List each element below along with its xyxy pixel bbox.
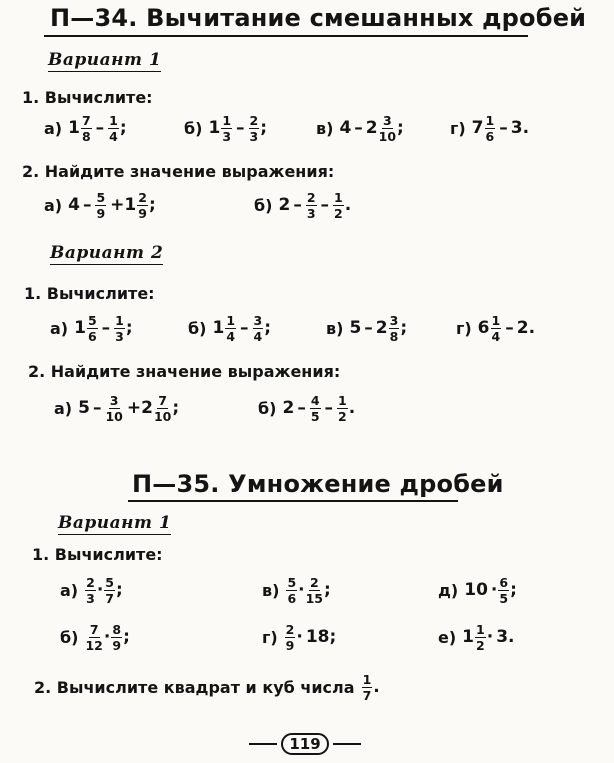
expr-p34-v1-1b: б) 1 $\frac{1}{3}$ – $\frac{2}{3}$ ; (184, 112, 268, 144)
task-heading-p34-v2-2: 2. Найдите значение выражения: (28, 362, 341, 381)
expr-p34-v2-1v: в) 5 – 2 $\frac{3}{8}$ ; (326, 312, 408, 344)
expr-p34-v2-1a: а) 1 $\frac{5}{6}$ – $\frac{1}{3}$ ; (50, 312, 133, 344)
fraction: $\frac{5}{9}$ (96, 189, 106, 221)
fraction: $\frac{2}{9}$ (138, 189, 147, 221)
fraction: $\frac{8}{9}$ (112, 621, 122, 653)
variant-heading-p35-v1: Вариант 1 (58, 513, 172, 533)
variant-heading-p34-v2: Вариант 2 (50, 243, 164, 263)
expr-p35-v1-1g: г) $\frac{2}{9}$ · 18 ; (262, 621, 337, 653)
fraction: $\frac{1}{7}$ (362, 671, 372, 703)
title-underline-p35 (128, 500, 458, 502)
fraction: $\frac{1}{4}$ (491, 312, 501, 344)
section-title-p34: П—34. Вычитание смешанных дробей (50, 4, 587, 32)
fraction: $\frac{1}{3}$ (222, 112, 232, 144)
expr-p34-v2-2a: а) 5 – $\frac{3}{10}$ + 2 $\frac{7}{10}$ ; (54, 392, 180, 424)
task-heading-p35-v1-1: 1. Вычислите: (32, 545, 163, 564)
fraction: $\frac{1}{2}$ (334, 189, 343, 221)
fraction: $\frac{2}{3}$ (249, 112, 259, 144)
expr-p34-v1-1g: г) 7 $\frac{1}{6}$ – 3 . (450, 112, 530, 144)
expr-p35-v1-1e: е) 1 $\frac{1}{2}$ · 3 . (438, 621, 515, 653)
expr-p34-v1-1a: а) 1 $\frac{7}{8}$ – $\frac{1}{4}$ ; (44, 112, 127, 144)
fraction: $\frac{2}{15}$ (305, 574, 324, 606)
fraction: $\frac{5}{7}$ (105, 574, 114, 606)
section-title-p35: П—35. Умножение дробей (132, 470, 504, 498)
fraction: $\frac{1}{6}$ (485, 112, 495, 144)
variant-heading-p34-v1: Вариант 1 (48, 50, 162, 70)
task-heading-p34-v1-1: 1. Вычислите: (22, 88, 153, 107)
fraction: $\frac{1}{4}$ (109, 112, 118, 144)
page-number: 119 (240, 732, 370, 756)
fraction: $\frac{5}{6}$ (87, 312, 97, 344)
fraction: $\frac{3}{10}$ (105, 392, 123, 424)
fraction: $\frac{3}{8}$ (389, 312, 399, 344)
fraction: $\frac{1}{2}$ (476, 621, 485, 653)
fraction: $\frac{5}{6}$ (287, 574, 297, 606)
fraction: $\frac{7}{8}$ (81, 112, 91, 144)
fraction: $\frac{1}{2}$ (338, 392, 347, 424)
expr-p34-v1-1v: в) 4 – 2 $\frac{3}{10}$ ; (316, 112, 404, 144)
task-heading-p34-v2-1: 1. Вычислите: (24, 284, 155, 303)
expr-p34-v1-2a: а) 4 – $\frac{5}{9}$ + 1 $\frac{2}{9}$ ; (44, 189, 156, 221)
title-underline-p34 (44, 35, 528, 37)
fraction: $\frac{2}{3}$ (306, 189, 316, 221)
fraction: $\frac{4}{5}$ (310, 392, 320, 424)
expr-p34-v2-1g: г) 6 $\frac{1}{4}$ – 2 . (456, 312, 536, 344)
expr-p35-v1-1b: б) $\frac{7}{12}$ · $\frac{8}{9}$ ; (60, 621, 130, 653)
expr-p34-v2-1b: б) 1 $\frac{1}{4}$ – $\frac{3}{4}$ ; (188, 312, 272, 344)
expr-p34-v2-2b: б) 2 – $\frac{4}{5}$ – $\frac{1}{2}$ . (258, 392, 356, 424)
fraction: $\frac{6}{5}$ (499, 574, 509, 606)
fraction: $\frac{2}{3}$ (86, 574, 95, 606)
fraction: $\frac{7}{10}$ (153, 392, 172, 424)
fraction: $\frac{2}{9}$ (285, 621, 295, 653)
task-heading-p35-v1-2: 2. Вычислите квадрат и куб числа $\frac{1}{7}$ . (34, 671, 380, 703)
fraction: $\frac{3}{10}$ (378, 112, 397, 144)
expr-p35-v1-1d: д) 10 · $\frac{6}{5}$ ; (438, 574, 517, 606)
expr-p34-v1-2b: б) 2 – $\frac{2}{3}$ – $\frac{1}{2}$ . (254, 189, 352, 221)
task-heading-p34-v1-2: 2. Найдите значение выражения: (22, 162, 335, 181)
fraction: $\frac{3}{4}$ (253, 312, 263, 344)
fraction: $\frac{7}{12}$ (85, 621, 103, 653)
expr-p35-v1-1a: а) $\frac{2}{3}$ · $\frac{5}{7}$ ; (60, 574, 123, 606)
fraction: $\frac{1}{3}$ (115, 312, 124, 344)
expr-p35-v1-1v: в) $\frac{5}{6}$ · $\frac{2}{15}$ ; (262, 574, 331, 606)
fraction: $\frac{1}{4}$ (226, 312, 236, 344)
